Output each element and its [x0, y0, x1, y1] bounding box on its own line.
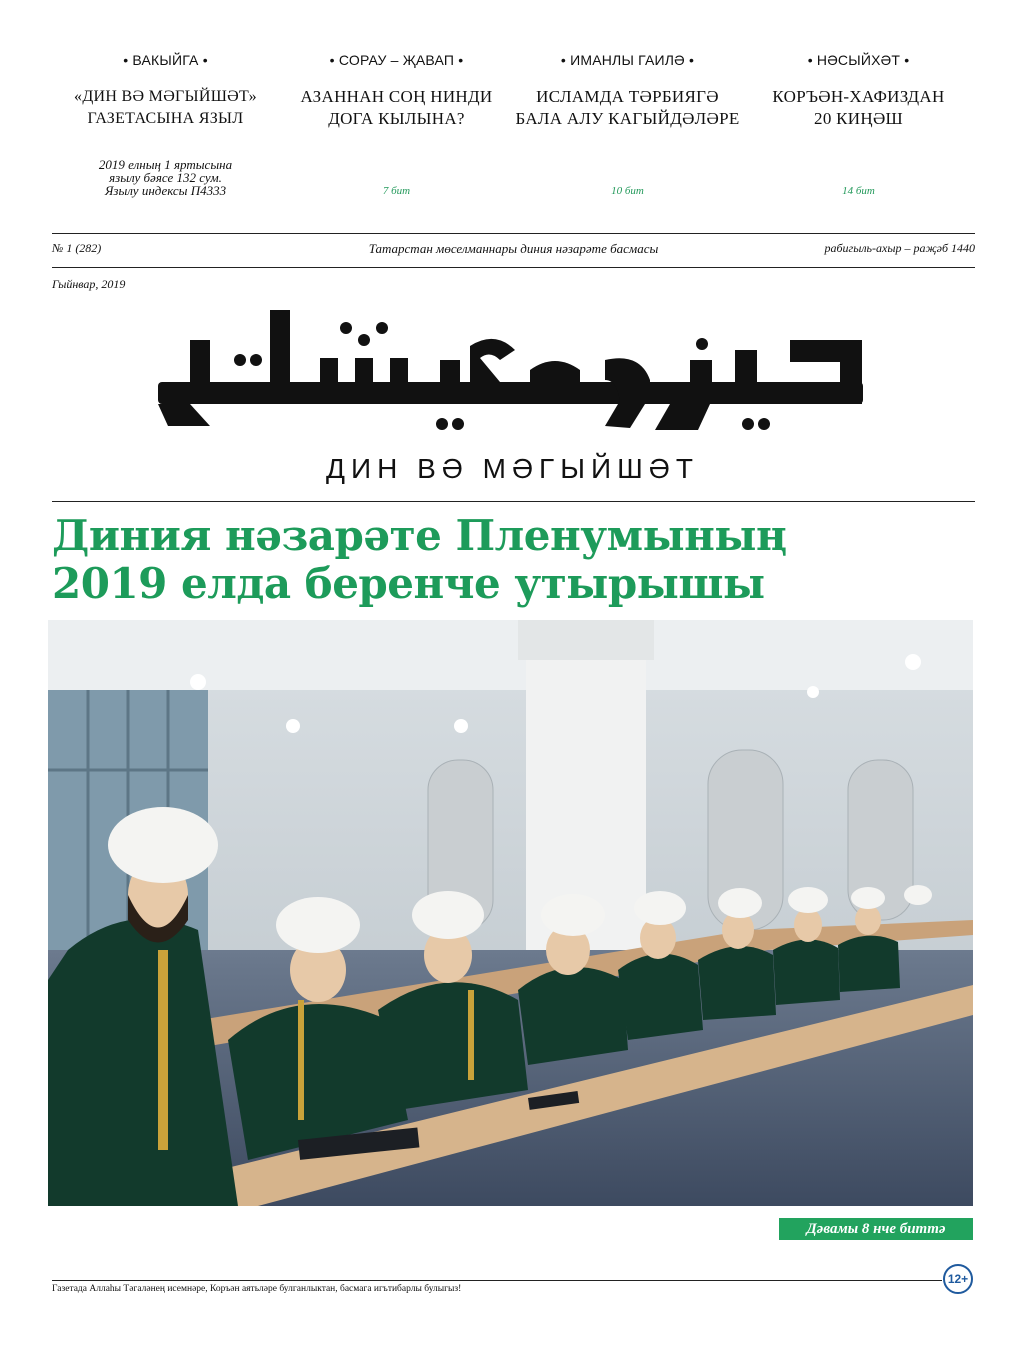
teaser-headline-line: 20 КИҢӘШ — [814, 109, 903, 128]
teaser-headline-line: «ДИН ВӘ МӘГЫЙШӘТ» — [74, 88, 257, 105]
subscribe-note-line: язылу бәясе 132 сум. — [109, 170, 222, 185]
teaser-rubric: • СОРАУ – ҖАВАП • — [329, 52, 464, 68]
teaser-headline — [512, 86, 743, 130]
subscribe-note-line: 2019 елның 1 яртысына — [98, 157, 233, 172]
footer-divider — [52, 1280, 942, 1281]
teaser-rubric: • ИМАНЛЫ ГАИЛӘ • — [560, 52, 695, 68]
issue-date: Гыйнвар, 2019 — [52, 277, 126, 291]
masthead-logo — [150, 300, 872, 440]
footer-note: Газетада Аллаһы Тәгаләнең исемнәре, Коръән аятьләре булганлыктан, басмага игътибарлы булыгыз! — [52, 1284, 462, 1294]
teaser-family[interactable] — [512, 40, 743, 197]
teasers-row — [50, 40, 976, 220]
issue-number: № 1 (282) — [52, 241, 102, 255]
lead-photo[interactable] — [48, 620, 973, 1206]
teaser-headline-line: КОРЪӘН-ХАФИЗДАН — [772, 87, 945, 106]
photo-column-capital — [518, 620, 654, 660]
subscribe-note-line: Язылу индексы П4333 — [104, 183, 227, 198]
masthead-divider — [52, 501, 975, 502]
continued-on-page-link[interactable]: Дәвамы 8 нче биттә — [779, 1218, 973, 1240]
main-headline-line: 2019 елда беренче утырышы — [52, 559, 765, 608]
infobar-divider — [52, 267, 975, 268]
teaser-page-ref: 7 бит — [382, 185, 411, 197]
teaser-headline — [281, 86, 512, 130]
teaser-page-ref: 10 бит — [611, 185, 644, 197]
masthead-cyrillic-title: ДИН ВӘ МӘГЫЙШӘТ — [326, 453, 699, 484]
top-divider — [52, 233, 975, 234]
teaser-headline-line: ДОГА КЫЛЫНА? — [328, 109, 465, 128]
teaser-headline-line: ГАЗЕТАСЫНА ЯЗЫЛ — [87, 110, 244, 127]
main-headline-line: Диния нәзарәте Пленумының — [52, 511, 787, 560]
main-headline[interactable] — [52, 512, 972, 608]
teaser-headline-line: ИСЛАМДА ТӘРБИЯГӘ — [536, 87, 719, 106]
publisher-line: Татарстан мөселманнары диния нәзарәте басмасы — [368, 241, 659, 256]
teaser-headline — [50, 86, 281, 130]
age-rating-badge: 12+ — [943, 1264, 973, 1294]
teaser-advice[interactable] — [743, 40, 974, 197]
teaser-rubric: • НӘСЫЙХӘТ • — [807, 52, 910, 68]
teaser-subscribe[interactable] — [50, 40, 281, 198]
teaser-headline-line: БАЛА АЛУ КАГЫЙДӘЛӘРЕ — [515, 109, 740, 128]
teaser-rubric: • ВАКЫЙГА • — [123, 52, 208, 68]
teaser-headline-line: АЗАННАН СОҢ НИНДИ — [300, 87, 493, 106]
issue-info-bar — [52, 241, 975, 259]
teaser-page-ref: 14 бит — [842, 185, 875, 197]
teaser-headline — [743, 86, 974, 130]
photo-ceiling — [48, 620, 973, 690]
subscribe-note — [50, 158, 281, 197]
hijri-date: рабигыль-ахыр – раҗәб 1440 — [824, 241, 975, 255]
teaser-question-answer[interactable] — [281, 40, 512, 197]
